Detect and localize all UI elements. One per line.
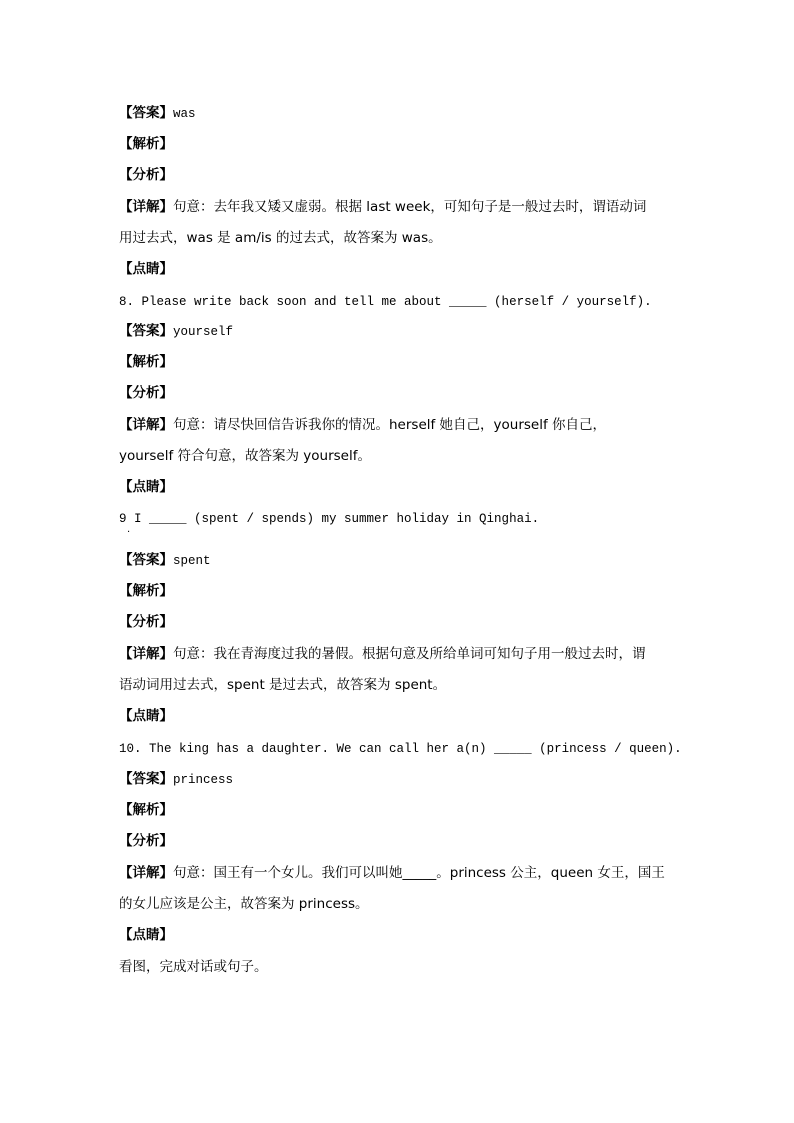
detail-text: 句意：我在青海度过我的暑假。根据句意及所给单词可知句子用一般过去时，谓 bbox=[173, 646, 646, 662]
breakdown-label: 【分析】 bbox=[119, 167, 173, 183]
answer-line bbox=[119, 322, 233, 341]
answer-tag: 【答案】 bbox=[119, 105, 173, 121]
answer-line bbox=[119, 551, 211, 570]
stray-dot: · bbox=[127, 527, 131, 538]
question-text: 8. Please write back soon and tell me about _____ (herself / yourself). bbox=[119, 295, 652, 309]
detail-line-1 bbox=[119, 198, 646, 216]
notes-label: 【点睛】 bbox=[119, 261, 173, 277]
answer-value: was bbox=[173, 107, 196, 121]
breakdown-label: 【分析】 bbox=[119, 614, 173, 630]
answer-value: yourself bbox=[173, 325, 234, 339]
notes-label: 【点睛】 bbox=[119, 927, 173, 943]
detail-line-2: 语动词用过去式，spent 是过去式，故答案为 spent。 bbox=[119, 677, 447, 693]
breakdown-label: 【分析】 bbox=[119, 833, 173, 849]
section-instruction: 看图，完成对话或句子。 bbox=[119, 959, 268, 975]
detail-line-2: yourself 符合句意，故答案为 yourself。 bbox=[119, 448, 371, 464]
analysis-label: 【解析】 bbox=[119, 583, 173, 599]
analysis-label: 【解析】 bbox=[119, 802, 173, 818]
analysis-label: 【解析】 bbox=[119, 354, 173, 370]
detail-line-2: 的女儿应该是公主，故答案为 princess。 bbox=[119, 896, 369, 912]
breakdown-label: 【分析】 bbox=[119, 385, 173, 401]
question-text: 10. The king has a daughter. We can call her a(n) _____ (princess / queen). bbox=[119, 742, 682, 756]
detail-line-1 bbox=[119, 645, 646, 663]
detail-line-2: 用过去式，was 是 am/is 的过去式，故答案为 was。 bbox=[119, 230, 442, 246]
notes-label: 【点睛】 bbox=[119, 708, 173, 724]
detail-tag: 【详解】 bbox=[119, 646, 173, 662]
answer-tag: 【答案】 bbox=[119, 771, 173, 787]
detail-text: 句意：国王有一个女儿。我们可以叫她_____。princess 公主，queen 女王，国王 bbox=[173, 865, 665, 881]
answer-value: spent bbox=[173, 554, 211, 568]
detail-line-1 bbox=[119, 416, 606, 434]
detail-line-1 bbox=[119, 864, 665, 882]
answer-tag: 【答案】 bbox=[119, 552, 173, 568]
detail-tag: 【详解】 bbox=[119, 865, 173, 881]
analysis-label: 【解析】 bbox=[119, 136, 173, 152]
answer-tag: 【答案】 bbox=[119, 323, 173, 339]
notes-label: 【点睛】 bbox=[119, 479, 173, 495]
question-text: 9 I _____ (spent / spends) my summer holiday in Qinghai. bbox=[119, 512, 540, 526]
detail-tag: 【详解】 bbox=[119, 417, 173, 433]
answer-line bbox=[119, 104, 196, 123]
detail-tag: 【详解】 bbox=[119, 199, 173, 215]
answer-value: princess bbox=[173, 773, 234, 787]
answer-line bbox=[119, 770, 233, 789]
detail-text: 句意：去年我又矮又虚弱。根据 last week，可知句子是一般过去时，谓语动词 bbox=[173, 199, 647, 215]
detail-text: 句意：请尽快回信告诉我你的情况。herself 她自己，yourself 你自己， bbox=[173, 417, 607, 433]
